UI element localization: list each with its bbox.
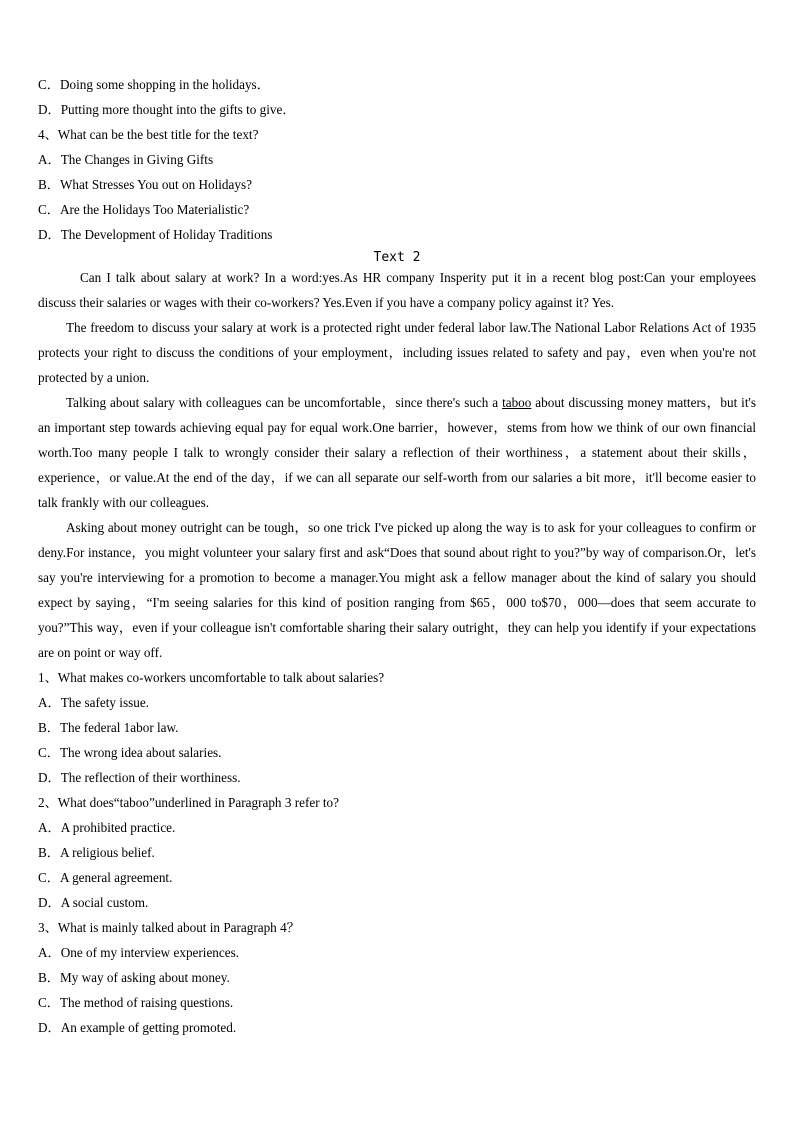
paragraph-3-text-before: Talking about salary with colleagues can be uncomfortable，since there's such a [66, 395, 503, 410]
q3-option-a: A．One of my interview experiences. [38, 945, 240, 960]
q4-option-d: D．The Development of Holiday Traditions [38, 227, 273, 242]
q1-option-b: B．The federal 1abor law. [38, 720, 179, 735]
text2-paragraph-3 [38, 390, 756, 515]
document-page [38, 72, 756, 1040]
q2-option-a: A．A prohibited practice. [38, 820, 176, 835]
paragraph-3-text-after: about discussing money matters，but it's an important step towards achieving equal pay for equal work.One barrier，however，stems from how we think of our own financial worth.Too many people I talk to wrongly consider their salary a reflection of their worthiness，a statement about their skills，experience，or value.At the end of the day，if we can all separate our self-worth from our salaries a bit more，it'll become easier to talk frankly with our colleagues. [38, 395, 756, 510]
prev-option-c: C．Doing some shopping in the holidays． [38, 77, 270, 92]
q4-option-a: A．The Changes in Giving Gifts [38, 152, 214, 167]
q3-option-b: B．My way of asking about money. [38, 970, 230, 985]
q1-option-a: A．The safety issue. [38, 695, 149, 710]
underlined-word-taboo: taboo [502, 395, 532, 410]
text2-paragraph-2: The freedom to discuss your salary at work is a protected right under federal labor law.The National Labor Relations Act of 1935 protects your right to discuss the conditions of your employment，including issues related to safety and pay，even when you're not protected by a union. [38, 320, 756, 385]
q3-option-d: D．An example of getting promoted. [38, 1020, 237, 1035]
q1-option-d: D．The reflection of their worthiness. [38, 770, 241, 785]
question-3: 3、What is mainly talked about in Paragraph 4？ [38, 920, 300, 935]
q2-option-c: C．A general agreement. [38, 870, 173, 885]
q4-option-b: B．What Stresses You out on Holidays? [38, 177, 252, 192]
q2-option-d: D．A social custom. [38, 895, 149, 910]
q3-option-c: C．The method of raising questions. [38, 995, 234, 1010]
prev-option-d: D．Putting more thought into the gifts to give． [38, 102, 296, 117]
q1-option-c: C．The wrong idea about salaries. [38, 745, 222, 760]
question-2: 2、What does“taboo”underlined in Paragraph 3 refer to? [38, 795, 339, 810]
text2-heading: Text 2 [373, 250, 421, 265]
question-4: 4、What can be the best title for the text? [38, 127, 259, 142]
q2-option-b: B．A religious belief. [38, 845, 155, 860]
q4-option-c: C．Are the Holidays Too Materialistic? [38, 202, 250, 217]
text2-paragraph-4: Asking about money outright can be tough，so one trick I've picked up along the way is to ask for your colleagues to confirm or deny.For instance，you might volunteer your salary first and ask“Does that sound about right to you?”by way of comparison.Or，let's say you're interviewing for a promotion to become a manager.You might ask a fellow manager about the kind of salary you should expect by saying，“I'm seeing salaries for this kind of position ranging from $65，000 to$70，000—does that seem accurate to you?”This way，even if your colleague isn't comfortable sharing their salary outright，they can help you identify if your expectations are on point or way off. [38, 520, 756, 660]
text2-paragraph-1: Can I talk about salary at work? In a word:yes.As HR company Insperity put it in a recent blog post:Can your employees discuss their salaries or wages with their co-workers? Yes.Even if you have a company policy against it? Yes. [38, 270, 756, 310]
question-1: 1、What makes co-workers uncomfortable to talk about salaries? [38, 670, 385, 685]
